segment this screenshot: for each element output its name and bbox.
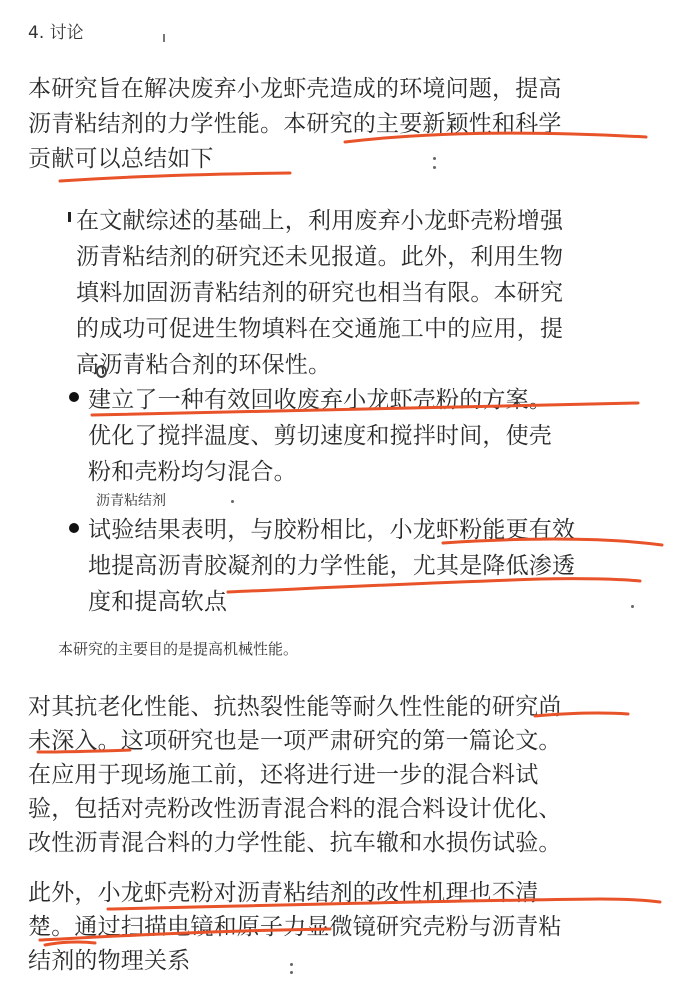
text-line: 结剂的物理关系: [28, 948, 191, 974]
bullet-marker: [69, 523, 79, 533]
text-line: 高沥青粘合剂的环保性。: [76, 352, 332, 378]
text-line: 此外，小龙虾壳粉对沥青粘结剂的改性机理也不清: [28, 880, 539, 906]
text-line: 的成功可促进生物填料在交通施工中的应用，提: [76, 316, 564, 342]
scan-mark: [433, 157, 436, 160]
text-line: 改性沥青混合料的力学性能、抗车辙和水损伤试验。: [28, 830, 562, 856]
text-line: 楚。通过扫描电镜和原子力显微镜研究壳粉与沥青粘: [28, 914, 562, 940]
section-heading: 4. 讨论: [28, 23, 84, 43]
text-line: 本研究旨在解决废弃小龙虾壳造成的环境问题，提高: [28, 76, 562, 102]
text-line: 度和提高软点: [88, 589, 228, 615]
text-line: 沥青粘结剂的力学性能。本研究的主要新颖性和科学: [28, 111, 562, 137]
text-line: 粉和壳粉均匀混合。: [88, 459, 297, 485]
scan-mark: [433, 166, 436, 169]
text-line: 地提高沥青胶凝剂的力学性能，尤其是降低渗透: [88, 553, 576, 579]
note-purpose: 本研究的主要目的是提高机械性能。: [58, 640, 299, 658]
bullet-marker: [69, 392, 79, 402]
scan-mark: [231, 500, 234, 503]
text-line: 验，包括对壳粉改性沥青混合料的混合料设计优化、: [28, 796, 562, 822]
scan-mark: [290, 963, 293, 966]
text-line: 沥青粘结剂的研究还未见报道。此外，利用生物: [76, 244, 564, 270]
text-line: 对其抗老化性能、抗热裂性能等耐久性性能的研究尚: [28, 694, 562, 720]
text-line: 优化了搅拌温度、剪切速度和搅拌时间，使壳: [88, 423, 552, 449]
text-line: 在应用于现场施工前，还将进行进一步的混合料试: [28, 762, 539, 788]
scan-mark: [290, 971, 293, 974]
scan-mark: [163, 34, 165, 42]
text-line: 填料加固沥青粘结剂的研究也相当有限。本研究: [76, 280, 564, 306]
bullet-marker: [68, 212, 71, 222]
margin-note-binder: 沥青粘结剂: [96, 493, 166, 509]
text-line: 试验结果表明，与胶粉相比，小龙虾粉能更有效: [88, 517, 576, 543]
text-line: 未深入。这项研究也是一项严肃研究的第一篇论文。: [28, 728, 562, 754]
text-line: 在文献综述的基础上，利用废弃小龙虾壳粉增强: [76, 208, 564, 234]
scan-mark: [96, 365, 107, 378]
text-line: 建立了一种有效回收废弃小龙虾壳粉的方案。: [88, 387, 552, 413]
scan-mark: [631, 605, 634, 608]
text-line: 贡献可以总结如下: [28, 146, 214, 172]
